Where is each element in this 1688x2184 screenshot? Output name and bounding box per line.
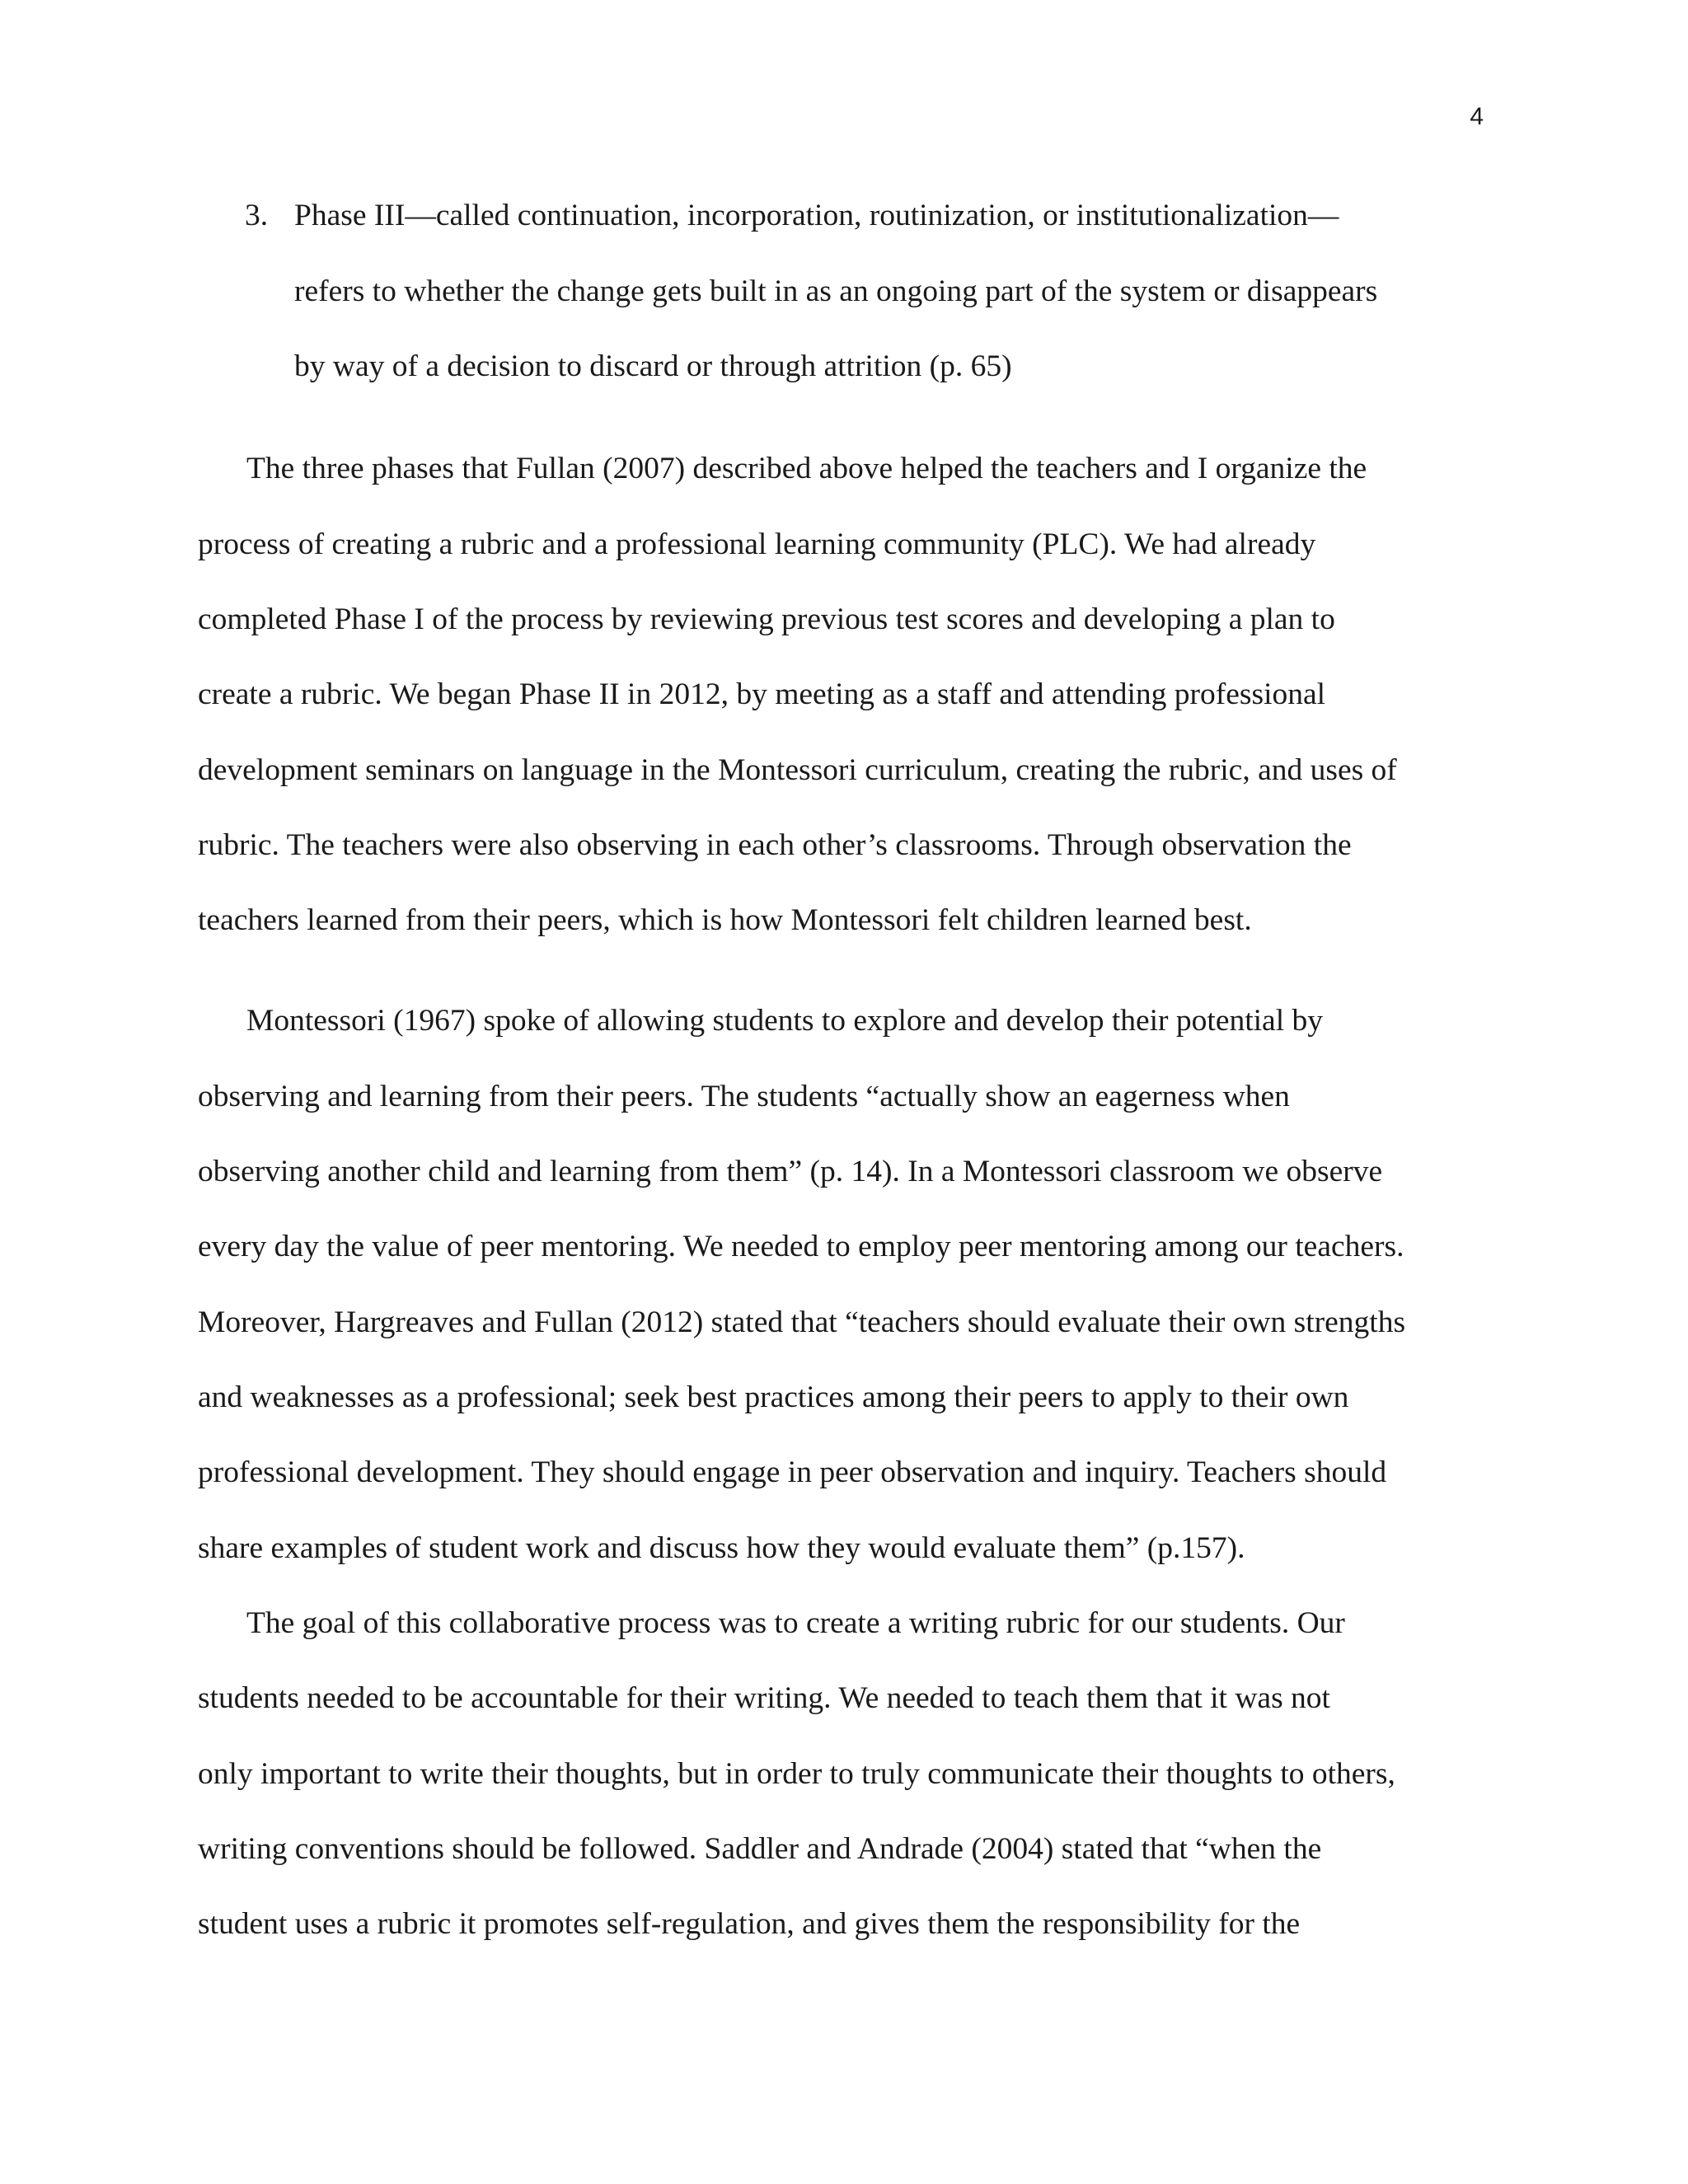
paragraph-line: create a rubric. We began Phase II in 2012, by meeting as a staff and attending professional (198, 677, 1326, 711)
paragraph-line: development seminars on language in the Montessori curriculum, creating the rubric, and uses of (198, 753, 1397, 787)
paragraph-line: process of creating a rubric and a professional learning community (PLC). We had already (198, 527, 1316, 561)
page-number: 4 (1470, 103, 1484, 130)
paragraph-line: rubric. The teachers were also observing in each other’s classrooms. Through observation the (198, 828, 1352, 862)
paragraph-line: and weaknesses as a professional; seek best practices among their peers to apply to their own (198, 1380, 1349, 1414)
list-item-line: refers to whether the change gets built in as an ongoing part of the system or disappears (294, 274, 1378, 308)
paragraph-line: Montessori (1967) spoke of allowing students to explore and develop their potential by (246, 1004, 1323, 1038)
paragraph-line: observing another child and learning from them” (p. 14). In a Montessori classroom we observe (198, 1155, 1383, 1188)
paragraph-line: writing conventions should be followed. Saddler and Andrade (2004) stated that “when the (198, 1832, 1322, 1866)
paragraph-line: only important to write their thoughts, but in order to truly communicate their thoughts to others, (198, 1757, 1395, 1791)
paragraph-line: observing and learning from their peers. The students “actually show an eagerness when (198, 1080, 1290, 1113)
paragraph-line: The three phases that Fullan (2007) described above helped the teachers and I organize the (246, 452, 1367, 485)
paragraph-line: Moreover, Hargreaves and Fullan (2012) stated that “teachers should evaluate their own strengths (198, 1305, 1406, 1339)
list-item-number: 3. (245, 199, 269, 232)
paragraph-line: every day the value of peer mentoring. We needed to employ peer mentoring among our teachers. (198, 1230, 1404, 1263)
list-item-line: Phase III—called continuation, incorporation, routinization, or institutionalization— (294, 199, 1339, 232)
paragraph-line: students needed to be accountable for their writing. We needed to teach them that it was not (198, 1681, 1330, 1715)
paragraph-line: completed Phase I of the process by reviewing previous test scores and developing a plan to (198, 602, 1335, 636)
paragraph-line: share examples of student work and discuss how they would evaluate them” (p.157). (198, 1531, 1245, 1565)
paragraph-line: student uses a rubric it promotes self-regulation, and gives them the responsibility for the (198, 1907, 1301, 1941)
paragraph-line: professional development. They should engage in peer observation and inquiry. Teachers should (198, 1455, 1387, 1489)
paragraph-line: teachers learned from their peers, which is how Montessori felt children learned best. (198, 903, 1252, 937)
paragraph-line: The goal of this collaborative process was to create a writing rubric for our students. Our (246, 1606, 1345, 1640)
list-item-line: by way of a decision to discard or through attrition (p. 65) (294, 349, 1012, 383)
